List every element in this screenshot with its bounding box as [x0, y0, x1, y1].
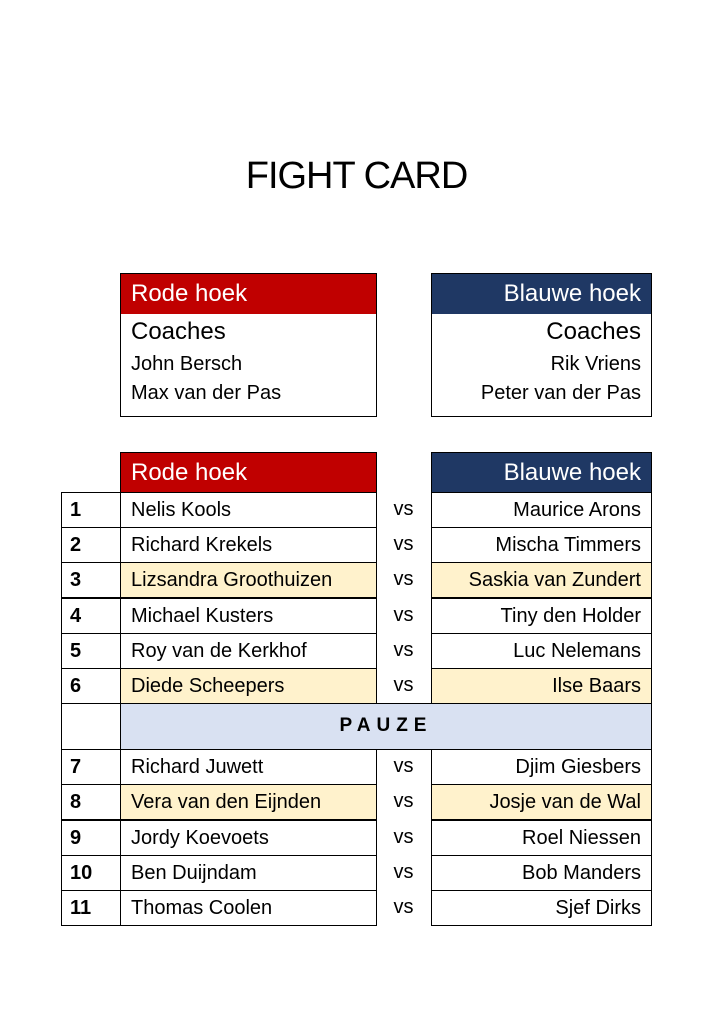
bout-number: 5: [61, 633, 121, 669]
red-fighter: Richard Krekels: [120, 527, 377, 563]
blue-fighter: Saskia van Zundert: [431, 562, 652, 598]
card-red-header: Rode hoek: [120, 452, 377, 493]
vs-label: vs: [393, 638, 414, 661]
red-fighter: Lizsandra Groothuizen: [120, 562, 377, 598]
blue-fighter: Tiny den Holder: [431, 598, 652, 634]
vs-label: vs: [393, 825, 414, 848]
red-coaches-box: [120, 273, 377, 417]
vs-label: vs: [393, 755, 414, 778]
bout-number: 4: [61, 598, 121, 634]
red-coach-name: John Bersch: [131, 353, 243, 375]
blue-coach-name: Rik Vriens: [550, 353, 641, 375]
red-fighter: Nelis Kools: [120, 492, 377, 528]
blue-fighter: Sjef Dirks: [431, 890, 652, 926]
red-fighter: Thomas Coolen: [120, 890, 377, 926]
pause-number-cell: [61, 703, 121, 750]
red-fighter: Michael Kusters: [120, 598, 377, 634]
vs-label: vs: [393, 674, 414, 696]
vs-label: vs: [393, 860, 414, 883]
card-blue-header: Blauwe hoek: [431, 452, 652, 493]
red-coach-name: Max van der Pas: [131, 382, 282, 404]
blue-coach-name: Peter van der Pas: [480, 382, 641, 404]
blue-fighter: Bob Manders: [431, 855, 652, 891]
vs-label: vs: [393, 533, 414, 556]
red-fighter: Roy van de Kerkhof: [120, 633, 377, 669]
blue-coaches-label: Coaches: [546, 318, 641, 345]
bout-number: 7: [61, 749, 121, 785]
blue-fighter: Maurice Arons: [431, 492, 652, 528]
blue-fighter: Mischa Timmers: [431, 527, 652, 563]
red-coaches-label: Coaches: [131, 318, 226, 345]
blue-coaches-box: [431, 273, 652, 417]
vs-label: vs: [393, 568, 414, 591]
red-fighter: Ben Duijndam: [120, 855, 377, 891]
blue-fighter: Djim Giesbers: [431, 749, 652, 785]
blue-fighter: Luc Nelemans: [431, 633, 652, 669]
pause-row: PAUZE: [120, 703, 652, 750]
blue-fighter: Josje van de Wal: [431, 784, 652, 820]
bout-number: 9: [61, 820, 121, 856]
bout-number: 6: [61, 668, 121, 704]
vs-label: vs: [393, 603, 414, 626]
bout-number: 10: [61, 855, 121, 891]
blue-fighter: Ilse Baars: [431, 668, 652, 704]
bout-number: 1: [61, 492, 121, 528]
bout-number: 3: [61, 562, 121, 598]
vs-label: vs: [393, 896, 414, 918]
red-fighter: Jordy Koevoets: [120, 820, 377, 856]
vs-label: vs: [393, 790, 414, 813]
bout-number: 8: [61, 784, 121, 820]
red-fighter: Diede Scheepers: [120, 668, 377, 704]
bout-number: 11: [61, 890, 121, 926]
page-title: FIGHT CARD: [245, 155, 468, 197]
blue-corner-header: Blauwe hoek: [432, 274, 651, 314]
red-corner-header: Rode hoek: [121, 274, 376, 314]
blue-fighter: Roel Niessen: [431, 820, 652, 856]
red-fighter: Vera van den Eijnden: [120, 784, 377, 820]
vs-label: vs: [393, 498, 414, 520]
bout-number: 2: [61, 527, 121, 563]
red-fighter: Richard Juwett: [120, 749, 377, 785]
